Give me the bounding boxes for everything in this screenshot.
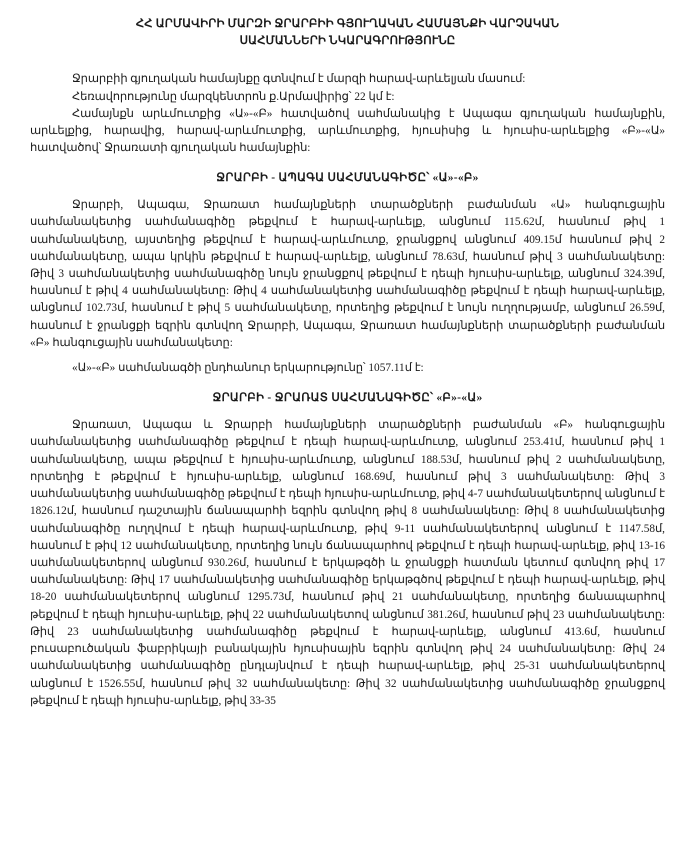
page-title bbox=[44, 16, 651, 49]
spacer bbox=[30, 352, 665, 360]
section-1-body: Ջրարբի, Ապագա, Ջրառատ համայնքների տարածքների բաժանման «Ա» հանգուցային սահմանակետից սահմանագիծը թեքվում է հարավ-արևելք, անցնում 115.62մ, հասնում թիվ 1 սահմանակետը, այստեղից թեքվում է հարավ-արևմուտք, ջրանցքով անցնում 409.15մ հասնում թիվ 2 սահմանակետը, ապա կրկին թեքվում է հարավ-արևելք, անցնում 78.63մ, հասնում թիվ 3 սահմանակետը: Թիվ 3 սահմանակետից սահմանագիծը նույն ջրանցքով թեքվում է դեպի հյուսիս-արևելք, անցնում 324.39մ, հասնում է թիվ 4 սահմանակետը: Թիվ 4 սահմանակետից սահմանագիծը թեքվում է դեպի հարավ-արևելք, անցնում 102.73մ, հասնում է թիվ 5 սահմանակետը, որտեղից թեքվում է նույն ուղղությամբ, անցնում 26.59մ, հասնում է ջրանցքի եզրին գտնվող Ջրարբի, Ապագա, Ջրառատ համայնքների տարածքների բաժանման «Բ» հանգուցային սահմանակետը: bbox=[30, 199, 665, 349]
spacer bbox=[30, 404, 665, 417]
spacer bbox=[30, 49, 665, 71]
section-1-total-length: «Ա»-«Բ» սահմանագծի ընդհանուր երկարությունը՝ 1057.11մ է: bbox=[72, 362, 424, 375]
page-title-line-1: ՀՀ ԱՐՄԱՎԻՐԻ ՄԱՐԶԻ ՋՐԱՐԲԻԻ ԳՅՈՒՂԱԿԱՆ ՀԱՄԱՅՆՔԻ ՎԱՐՉԱԿԱՆ bbox=[135, 18, 560, 30]
intro-paragraph-2: Հեռավորությունը մարզկենտրոն ք.Արմավիրից՝ 22 կմ է: bbox=[72, 90, 395, 103]
section-heading-1: ՋՐԱՐԲԻ - ԱՊԱԳԱ ՍԱՀՄԱՆԱԳԻԾԸ՝ «Ա»-«Բ» bbox=[216, 172, 479, 185]
spacer bbox=[30, 377, 665, 390]
spacer bbox=[30, 157, 665, 170]
intro-paragraph-1: Ջրարբիի գյուղական համայնքը գտնվում է մարզի հարավ-արևելյան մասում: bbox=[72, 73, 526, 86]
intro-paragraph-3: Համայնքն արևմուտքից «Ա»-«Բ» հատվածով սահմանակից է Ապագա գյուղական համայնքին, արևելքից, հարավից, հարավ-արևմուտքից, արևմուտքից, հյուսիսից և հյուսիս-արևելքից «Բ»-«Ա» հատվածով՝ Ջրառատի գյուղական համայնքին: bbox=[30, 107, 665, 154]
spacer bbox=[30, 184, 665, 197]
section-2-body: Ջրառատ, Ապագա և Ջրարբի համայնքների տարածքների բաժանման «Բ» հանգուցային սահմանակետից սահմանագիծը թեքվում է դեպի հարավ-արևմուտք, անցնում 253.41մ, հասնում թիվ 1 սահմանակետը, ապա թեքվում է հյուսիս-արևմուտք, անցնում 188.53մ, հասնում թիվ 2 սահմանակետը, որտեղից է թեքվում է հյուսիս-արևելք, անցնում 168.69մ, հասնում թիվ 3 սահմանակետը: Թիվ 3 սահմանակետից սահմանագիծը թեքվում է դեպի հյուսիս-արևմուտք, թիվ 4-7 սահմանակետերով անցնում է 1826.12մ, հասնում դաշտային ճանապարհի եզրին գտնվող թիվ 8 սահմանակետը: Թիվ 8 սահմանակետից սահմանագիծը ուղղվում է դեպի հարավ-արևմուտք, թիվ 9-11 սահմանակետերով անցնում է 1147.58մ, հասնում է թիվ 12 սահմանակետը, որտեղից նույն ճանապարհով թեքվում է դեպի հարավ-արևելք, թիվ 13-16 սահմանակետերով անցնում 930.26մ, հասնում է երկաթգծի և ջրանցքի հատման կետում գտնվող թիվ 17 սահմանակետը: Թիվ 17 սահմանակետից սահմանագիծը երկաթգծով թեքվում է դեպի հարավ-արևելք, թիվ 18-20 սահմանակետերով անցնում 1295.73մ, հասնում թիվ 21 սահմանակետը, որտեղից ճանապարհով թեքվում է դեպի հյուսիս-արևելք, թիվ 22 սահմանակետով անցնում 381.26մ, հասնում թիվ 23 սահմանակետը: Թիվ 23 սահմանակետից սահմանագիծը թեքվում է հարավ-արևելք, անցնում 413.6մ, հասնում բուսաբուծական ֆաբրիկայի բանակային հյուսիսային եզրին գտնվող թիվ 24 սահմանակետը: Թիվ 24 սահմանակետից սահմանագիծը ընդլայնվում է դեպի հարավ-արևելք, թիվ 25-31 սահմանակետերով անցնում է 1526.55մ, հասնում թիվ 32 սահմանակետը: Թիվ 32 սահմանակետից սահմանագիծը ջրանցքով թեքվում է դեպի հյուսիս-արևելք, թիվ 33-35 bbox=[30, 419, 665, 707]
page-title-line-2: ՍԱՀՄԱՆՆԵՐԻ ՆԿԱՐԱԳՐՈՒԹՅՈՒՆԸ bbox=[239, 34, 456, 47]
section-heading-2: ՋՐԱՐԲԻ - ՋՐԱՌԱՏ ՍԱՀՄԱՆԱԳԻԾԸ՝ «Բ»-«Ա» bbox=[212, 392, 483, 405]
